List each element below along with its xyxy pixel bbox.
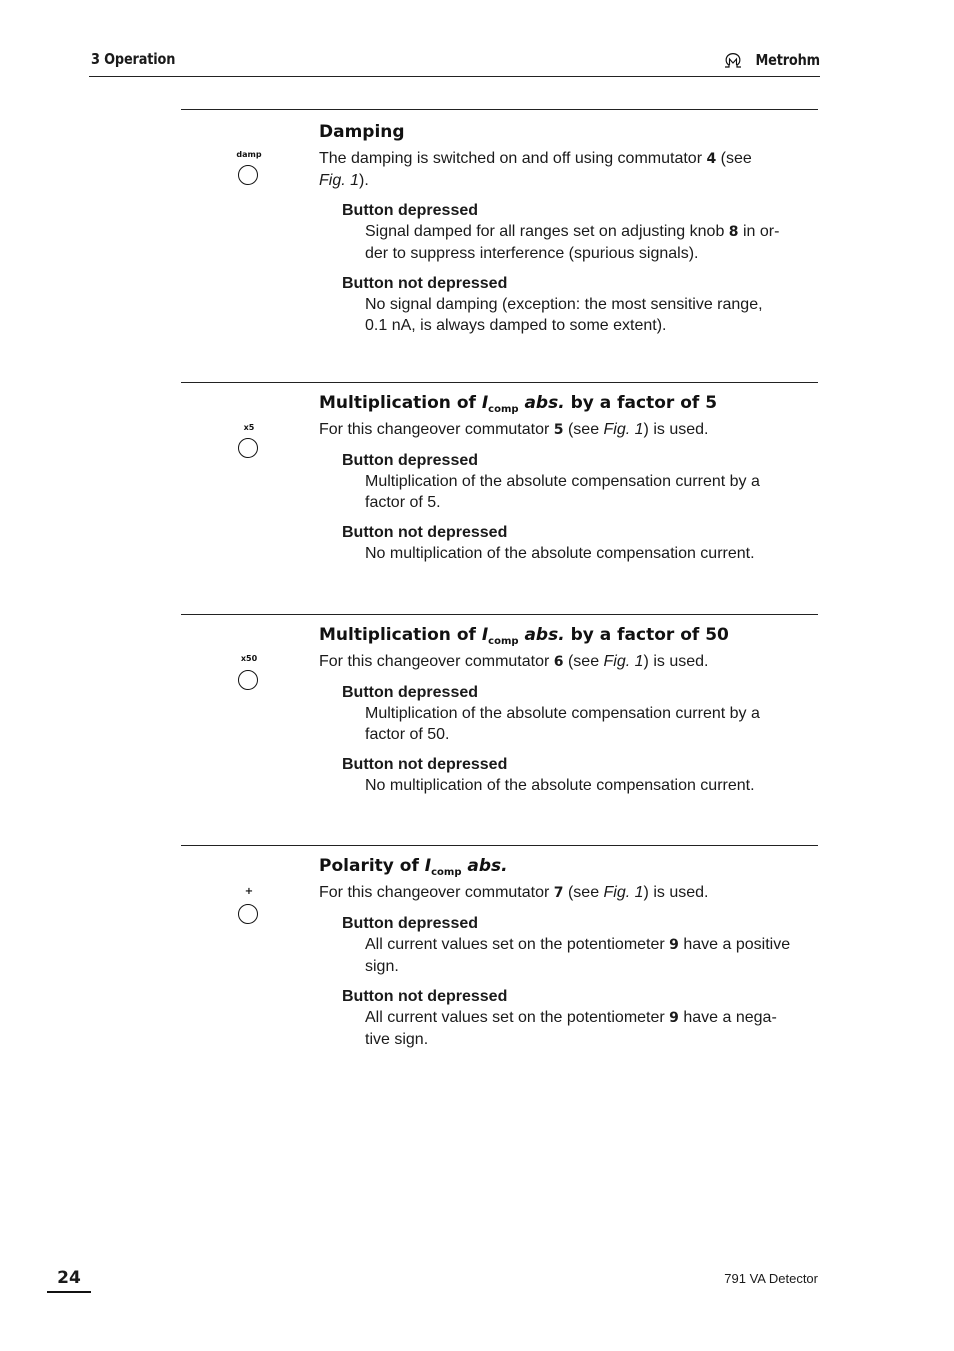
section-description: For this changeover commutator 5 (see Fig. 1) is used. xyxy=(319,421,709,438)
button-label-damp: damp xyxy=(236,150,262,159)
button-not-depressed-heading: Button not depressed xyxy=(342,756,508,773)
button-not-depressed-text: No signal damping (exception: the most sensitive range, 0.1 nA, is always damped to some extent). xyxy=(365,296,763,334)
section-multiplication-x50 xyxy=(181,614,818,825)
button-depressed-text: Multiplication of the absolute compensation current by a factor of 5. xyxy=(365,473,760,511)
button-not-depressed-heading: Button not depressed xyxy=(342,275,508,292)
document-title: 791 VA Detector xyxy=(724,1271,818,1286)
button-not-depressed-text: All current values set on the potentiometer 9 have a nega- tive sign. xyxy=(365,1009,777,1048)
section-title: Damping xyxy=(319,122,405,142)
section-description: The damping is switched on and off using commutator 4 (see Fig. 1). xyxy=(319,150,752,189)
button-not-depressed-heading: Button not depressed xyxy=(342,988,508,1005)
polarity-button-icon xyxy=(238,904,258,924)
section-title: Multiplication of $I_{comp}$ abs. by a factor of 5 xyxy=(319,393,718,415)
button-depressed-heading: Button depressed xyxy=(342,202,479,219)
button-not-depressed-text: No multiplication of the absolute compensation current. xyxy=(365,777,755,794)
section-multiplication-x5 xyxy=(181,382,818,593)
section-title: Multiplication of $I_{comp}$ abs. by a factor of 50 xyxy=(319,625,729,647)
button-depressed-heading: Button depressed xyxy=(342,915,479,932)
page-number: 24 xyxy=(47,1266,91,1293)
button-depressed-text: Signal damped for all ranges set on adjusting knob 8 in or- der to suppress interference (spurious signals). xyxy=(365,223,780,262)
section-damping xyxy=(181,109,818,360)
button-depressed-text: All current values set on the potentiometer 9 have a positive sign. xyxy=(365,936,791,975)
button-label-x5: x5 xyxy=(243,423,255,432)
button-not-depressed-heading: Button not depressed xyxy=(342,524,508,541)
button-label-plus: + xyxy=(244,886,254,897)
section-description: For this changeover commutator 6 (see Fig. 1) is used. xyxy=(319,653,709,670)
header-section-title: 3 Operation xyxy=(91,50,176,68)
damp-button-icon xyxy=(238,165,258,185)
button-depressed-heading: Button depressed xyxy=(342,452,479,469)
x5-button-icon xyxy=(238,438,258,458)
omega-logo-icon xyxy=(723,52,743,68)
button-depressed-text: Multiplication of the absolute compensation current by a factor of 50. xyxy=(365,705,760,743)
section-polarity xyxy=(181,845,818,1066)
button-label-x50: x50 xyxy=(240,654,258,663)
page-header xyxy=(89,48,820,77)
brand-name: Metrohm xyxy=(755,51,820,69)
button-not-depressed-text: No multiplication of the absolute compensation current. xyxy=(365,545,755,562)
button-depressed-heading: Button depressed xyxy=(342,684,479,701)
section-description: For this changeover commutator 7 (see Fig. 1) is used. xyxy=(319,884,709,901)
section-title: Polarity of $I_{comp}$ abs. xyxy=(319,856,508,878)
brand xyxy=(723,51,820,69)
x50-button-icon xyxy=(238,670,258,690)
